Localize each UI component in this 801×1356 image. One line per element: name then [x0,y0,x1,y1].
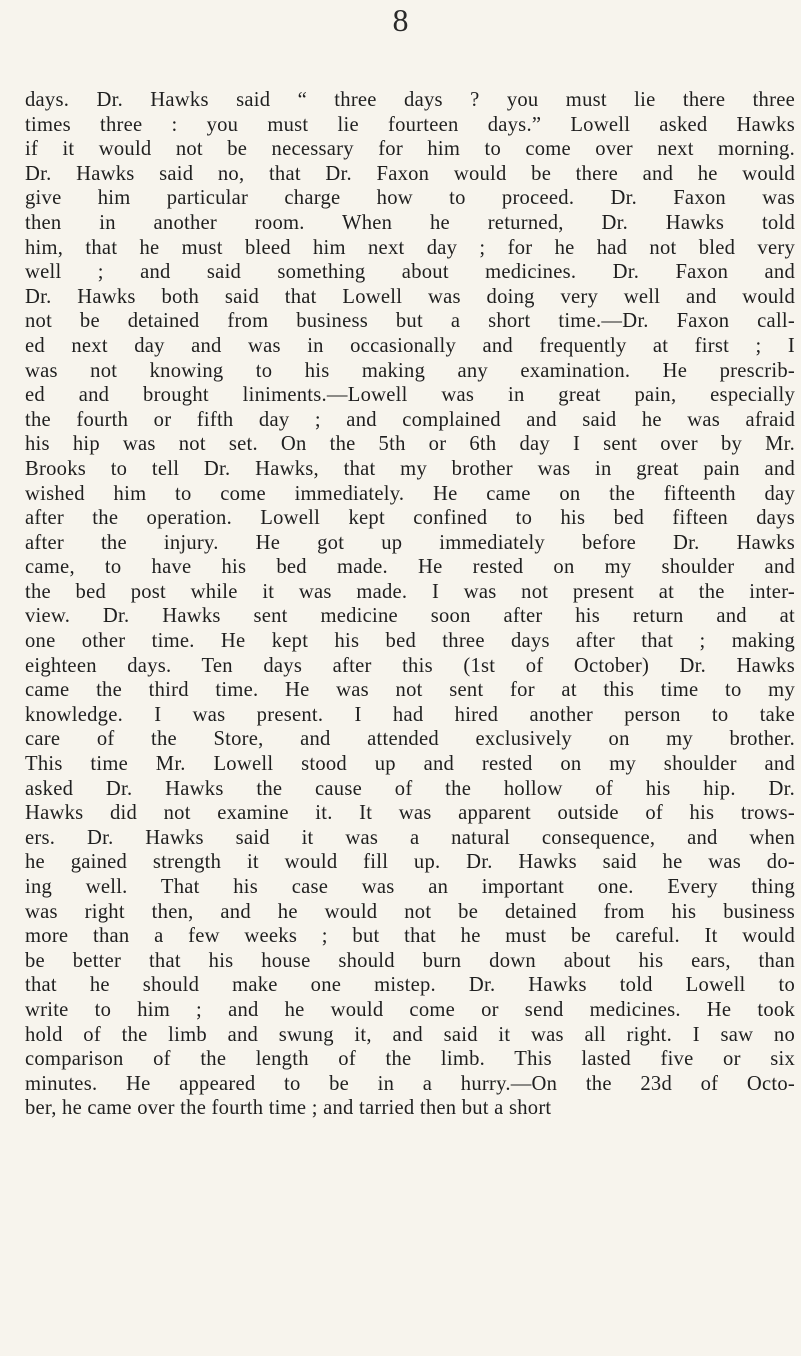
text-line: came the third time. He was not sent for at this time to my [25,679,795,702]
text-line: ing well. That his case was an important one. Every thing [25,876,795,898]
text-line: care of the Store, and attended exclusively on my brother. [25,728,795,751]
text-line: then in another room. When he returned, Dr. Hawks told [25,211,795,234]
text-line: ed and brought liniments.—Lowell was in great pain, especially [25,384,795,407]
text-line: view. Dr. Hawks sent medicine soon after his return and at [25,605,795,628]
page-number: 8 [392,2,409,38]
text-line: the bed post while it was made. I was not present at the inter- [25,580,795,603]
text-line: Hawks did not examine it. It was apparent outside of his trows- [25,802,795,825]
text-line: came, to have his bed made. He rested on my shoulder and [25,556,795,579]
text-line: he gained strength it would fill up. Dr. Hawks said he was do- [25,851,795,874]
text-line: was not knowing to his making any examination. He prescrib- [25,359,795,382]
text-line: days. Dr. Hawks said “ three days ? you must lie there three [25,89,795,111]
text-line: give him particular charge how to proceed. Dr. Faxon was [25,187,795,210]
text-line: one other time. He kept his bed three days after that ; making [25,630,795,653]
text-line: after the operation. Lowell kept confined to his bed fifteen days [25,507,795,530]
text-line: Brooks to tell Dr. Hawks, that my brother was in great pain and [25,457,795,480]
text-line: This time Mr. Lowell stood up and rested on my shoulder and [25,753,795,776]
text-line: after the injury. He got up immediately before Dr. Hawks [25,531,795,554]
text-line: not be detained from business but a short time.—Dr. Faxon call- [25,310,795,333]
body-text [25,88,795,1121]
text-line: Dr. Hawks said no, that Dr. Faxon would be there and he would [25,162,795,185]
text-line: that he should make one mistep. Dr. Hawks told Lowell to [25,974,795,997]
text-line: hold of the limb and swung it, and said it was all right. I saw no [25,1023,795,1046]
text-line: if it would not be necessary for him to come over next morning. [25,138,795,161]
text-line: well ; and said something about medicines. Dr. Faxon and [25,261,795,284]
text-line: more than a few weeks ; but that he must be careful. It would [25,925,795,948]
text-line: Dr. Hawks both said that Lowell was doing very well and would [25,285,795,308]
text-line: comparison of the length of the limb. This lasted five or six [25,1048,795,1071]
text-line: eighteen days. Ten days after this (1st of October) Dr. Hawks [25,654,795,677]
text-line: write to him ; and he would come or send medicines. He took [25,998,795,1021]
text-line: wished him to come immediately. He came on the fifteenth day [25,482,795,505]
text-line: his hip was not set. On the 5th or 6th day I sent over by Mr. [25,433,795,456]
text-line: ers. Dr. Hawks said it was a natural consequence, and when [25,826,795,849]
text-line: ber, he came over the fourth time ; and tarried then but a short [25,1097,552,1120]
text-line: the fourth or fifth day ; and complained and said he was afraid [25,408,795,431]
text-line: was right then, and he would not be detained from his business [25,900,795,923]
text-line: ed next day and was in occasionally and frequently at first ; I [25,334,795,357]
text-line: times three : you must lie fourteen days.” Lowell asked Hawks [25,113,795,136]
text-line: asked Dr. Hawks the cause of the hollow of his hip. Dr. [25,777,795,800]
text-line: be better that his house should burn down about his ears, than [25,949,795,972]
text-line: him, that he must bleed him next day ; for he had not bled very [25,236,795,259]
text-line: knowledge. I was present. I had hired another person to take [25,703,795,726]
text-line: minutes. He appeared to be in a hurry.—On the 23d of Octo- [25,1072,795,1095]
